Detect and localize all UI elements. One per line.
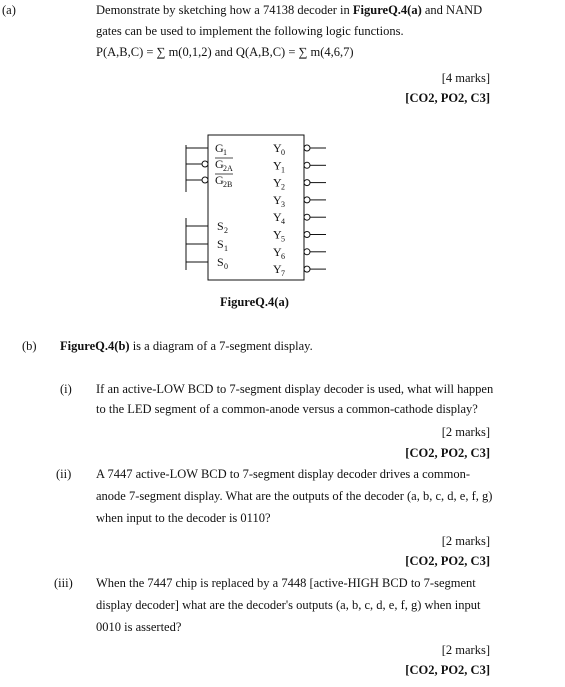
output-bubble-y7 bbox=[304, 266, 310, 272]
output-sub-y7: 7 bbox=[281, 269, 285, 279]
part-a-marks: [4 marks] bbox=[441, 71, 490, 85]
inversion-bubble bbox=[202, 177, 208, 183]
pin-label-g1: G bbox=[215, 141, 224, 155]
output-label-y3: Y bbox=[273, 192, 282, 207]
output-bubble-y6 bbox=[304, 249, 310, 255]
output-label-y7: Y bbox=[273, 262, 282, 277]
output-bubble-y1 bbox=[304, 162, 310, 168]
output-bubble-y5 bbox=[304, 232, 310, 238]
item-iii-co: [CO2, PO2, C3] bbox=[405, 663, 490, 677]
pin-sub-s2: 2 bbox=[224, 226, 228, 235]
item-ii-line-3: when input to the decoder is 0110? bbox=[96, 511, 271, 525]
output-sub-y4: 4 bbox=[281, 217, 285, 227]
inversion-bubble bbox=[202, 161, 208, 167]
pin-sub-g2a: 2A bbox=[223, 164, 233, 173]
part-a-line-1-pre: Demonstrate by sketching how a 74138 decoder in bbox=[96, 3, 353, 17]
output-label-y5: Y bbox=[273, 227, 282, 242]
pin-label-s1: S bbox=[217, 237, 224, 251]
item-iii-line-1: When the 7447 chip is replaced by a 7448 [active-HIGH BCD to 7-segment bbox=[96, 576, 476, 590]
pin-sub-g2b: 2B bbox=[223, 180, 233, 189]
item-i-line-2: to the LED segment of a common-anode versus a common-cathode display? bbox=[96, 402, 478, 416]
part-a-co: [CO2, PO2, C3] bbox=[405, 91, 490, 105]
output-sub-y0: 0 bbox=[281, 148, 285, 157]
item-iii-line-2: display decoder] what are the decoder's outputs (a, b, c, d, e, f, g) when input bbox=[96, 598, 481, 612]
part-b-intro-text: is a diagram of a 7-segment display. bbox=[129, 339, 313, 353]
output-label-y0: Y bbox=[273, 141, 282, 155]
output-label-y4: Y bbox=[273, 210, 282, 225]
pin-label-s2: S bbox=[217, 219, 224, 233]
pin-sub-g1: 1 bbox=[223, 148, 227, 157]
output-bubble-y3 bbox=[304, 197, 310, 203]
part-a-line-2: gates can be used to implement the following logic functions. bbox=[96, 24, 404, 38]
part-b-figure-ref: FigureQ.4(b) bbox=[60, 339, 130, 353]
part-b-intro bbox=[60, 339, 313, 354]
output-bubble-y4 bbox=[304, 214, 310, 220]
item-iii-marks: [2 marks] bbox=[441, 643, 490, 657]
figure-a-caption: FigureQ.4(a) bbox=[220, 295, 289, 309]
output-sub-y5: 5 bbox=[281, 234, 285, 244]
item-iii-number: (iii) bbox=[54, 576, 73, 590]
item-ii-co: [CO2, PO2, C3] bbox=[405, 554, 490, 568]
part-b-label: (b) bbox=[22, 339, 37, 353]
pin-label-g2b: G bbox=[215, 173, 224, 187]
part-a-line-1-post: and NAND bbox=[421, 3, 483, 17]
item-ii-line-1: A 7447 active-LOW BCD to 7-segment display decoder drives a common- bbox=[96, 467, 470, 481]
decoder-body bbox=[208, 135, 304, 280]
output-label-y1: Y bbox=[273, 158, 282, 173]
pin-label-s0: S bbox=[217, 255, 224, 269]
output-sub-y2: 2 bbox=[281, 182, 285, 192]
output-sub-y6: 6 bbox=[281, 251, 285, 261]
pin-sub-s1: 1 bbox=[224, 244, 228, 253]
part-a-line-1 bbox=[96, 0, 482, 20]
item-i-marks: [2 marks] bbox=[441, 425, 490, 439]
item-i-line-1: If an active-LOW BCD to 7-segment display decoder is used, what will happen bbox=[96, 382, 494, 396]
pin-label-g2a: G bbox=[215, 157, 224, 171]
item-ii-marks: [2 marks] bbox=[441, 534, 490, 548]
output-label-y6: Y bbox=[273, 244, 282, 259]
output-label-y2: Y bbox=[273, 175, 282, 190]
item-ii-line-2: anode 7-segment display. What are the outputs of the decoder (a, b, c, d, e, f, g) bbox=[96, 489, 493, 503]
output-bubble-y2 bbox=[304, 180, 310, 186]
item-i-co: [CO2, PO2, C3] bbox=[405, 446, 490, 460]
item-i-number: (i) bbox=[60, 382, 72, 396]
part-a-functions: P(A,B,C) = ∑ m(0,1,2) and Q(A,B,C) = ∑ m(4,6,7) bbox=[96, 45, 354, 59]
part-a-label: (a) bbox=[2, 3, 16, 17]
item-ii-number: (ii) bbox=[56, 467, 72, 481]
output-sub-y1: 1 bbox=[281, 165, 285, 175]
output-bubble-y0 bbox=[304, 145, 310, 151]
item-iii-line-3: 0010 is asserted? bbox=[96, 620, 182, 634]
output-sub-y3: 3 bbox=[281, 199, 285, 209]
pin-sub-s0: 0 bbox=[224, 262, 228, 271]
part-a-figure-ref: FigureQ.4(a) bbox=[352, 3, 422, 17]
